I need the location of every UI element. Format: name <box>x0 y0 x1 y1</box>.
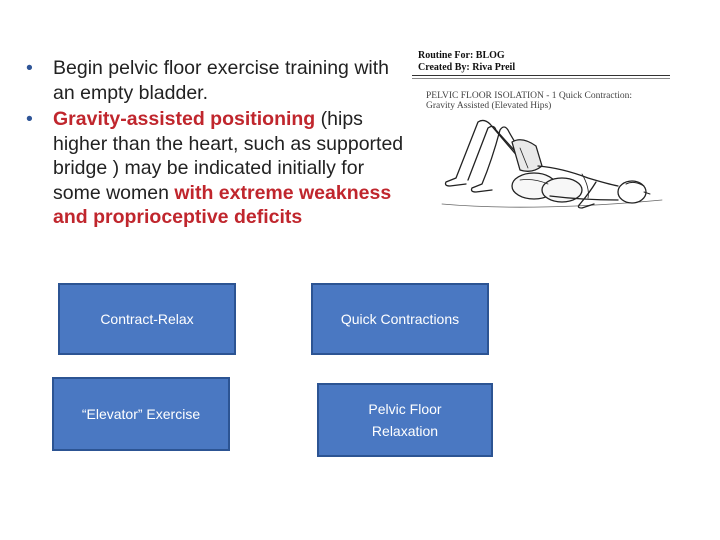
exercise-illustration <box>412 50 670 222</box>
contract-relax-label: Contract-Relax <box>100 311 194 327</box>
pelvic-floor-relaxation-button[interactable] <box>317 383 493 457</box>
supported-bridge-drawing <box>412 108 670 224</box>
quick-contractions-button[interactable] <box>311 283 489 355</box>
highlight-gravity-assisted: Gravity-assisted positioning <box>53 108 316 130</box>
pelvic-floor-relaxation-label: Pelvic Floor Relaxation <box>368 401 442 439</box>
quick-contractions-label: Quick Contractions <box>340 311 460 327</box>
bullet-gravity-assisted <box>26 107 406 230</box>
created-by: Created By: Riva Preil <box>418 62 516 73</box>
exercise-caption-subtitle: Gravity Assisted (Elevated Hips) <box>426 101 552 111</box>
elevator-exercise-button[interactable] <box>52 377 230 451</box>
bullet-marker: • <box>26 57 33 79</box>
elevator-exercise-label: “Elevator” Exercise <box>81 406 201 422</box>
routine-title: Routine For: BLOG <box>418 50 505 61</box>
bullet-text: Begin pelvic floor exercise training with an empty bladder. <box>53 57 389 104</box>
bullet-marker: • <box>26 108 33 130</box>
header-rule <box>412 75 670 79</box>
contract-relax-button[interactable] <box>58 283 236 355</box>
bullet-list <box>26 56 406 230</box>
bullet-text: (hips higher than the heart, such as supported bridge ) may be indicated initially for some women <box>53 108 404 204</box>
highlight-extreme-weakness: with extreme weakness and proprioceptive deficits <box>53 181 392 228</box>
bullet-empty-bladder <box>26 56 406 105</box>
exercise-caption-title: PELVIC FLOOR ISOLATION - 1 Quick Contraction: <box>426 91 632 101</box>
